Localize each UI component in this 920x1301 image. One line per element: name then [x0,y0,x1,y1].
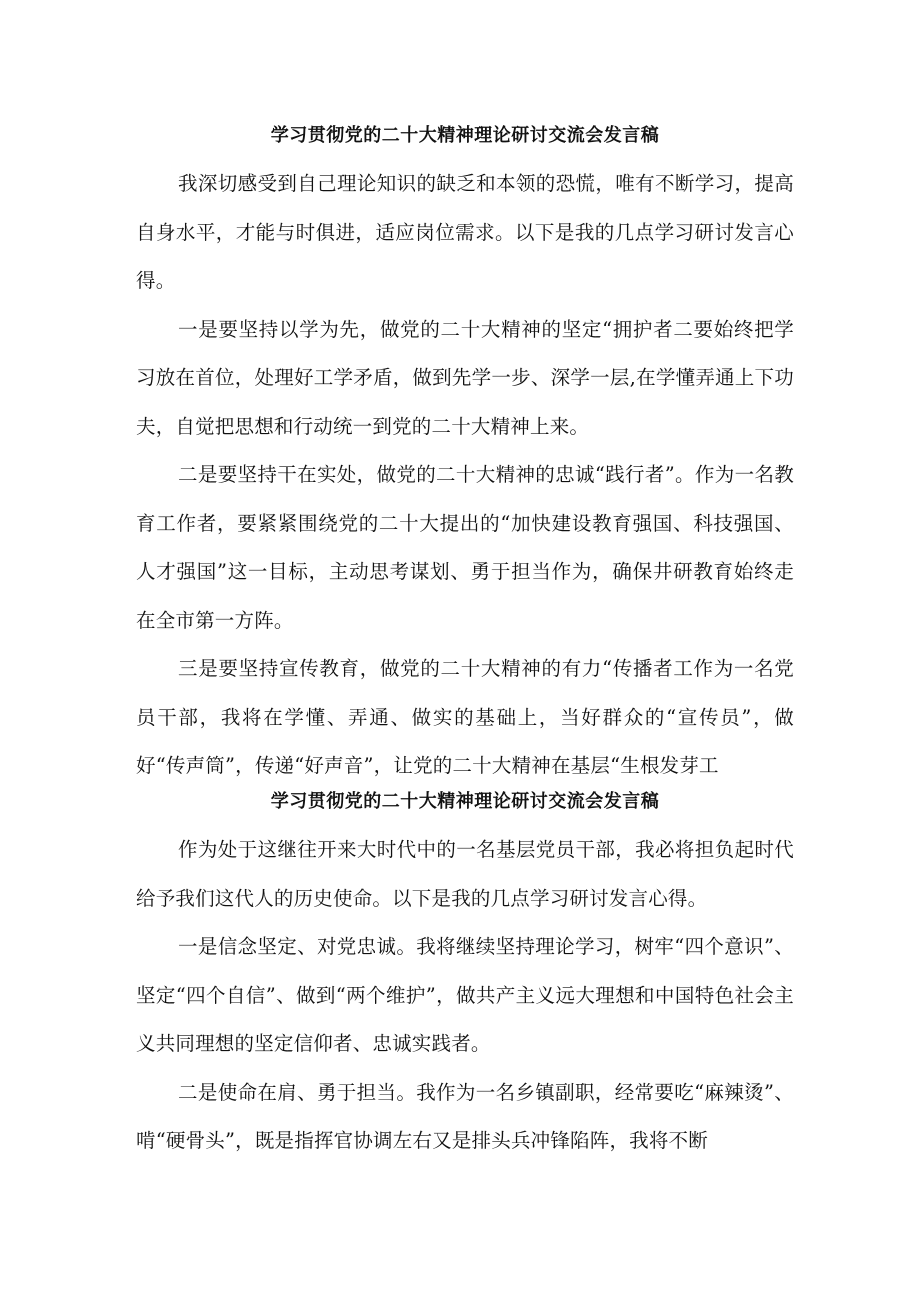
paragraph: 二是要坚持干在实处，做党的二十大精神的忠诚“践行者”。作为一名教育工作者，要紧紧围绕党的二十大提出的“加快建设教育强国、科技强国、人才强国”这一目标，主动思考谋划、勇于担当作为，确保井研教育始终走在全市第一方阵。 [136,463,794,632]
paragraph: 二是使命在肩、勇于担当。我作为一名乡镇副职，经常要吃“麻辣烫”、啃“硬骨头”，既是指挥官协调左右又是排头兵冲锋陷阵，我将不断 [136,1080,794,1152]
speech-section-1 [136,118,794,791]
section-title: 学习贯彻党的二十大精神理论研讨交流会发言稿 [270,125,660,146]
paragraph: 作为处于这继往开来大时代中的一名基层党员干部，我必将担负起时代给予我们这代人的历史使命。以下是我的几点学习研讨发言心得。 [136,838,794,910]
paragraph: 三是要坚持宣传教育，做党的二十大精神的有力“传播者工作为一名党员干部，我将在学懂、弄通、做实的基础上，当好群众的“宣传员”，做好“传声筒”，传递“好声音”，让党的二十大精神在基层“生根发芽工 [136,657,794,777]
paragraph: 一是要坚持以学为先，做党的二十大精神的坚定“拥护者二要始终把学习放在首位，处理好工学矛盾，做到先学一步、深学一层,在学懂弄通上下功夫，自觉把思想和行动统一到党的二十大精神上来。 [136,317,794,438]
paragraph: 我深切感受到自己理论知识的缺乏和本领的恐慌，唯有不断学习，提高自身水平，才能与时俱进，适应岗位需求。以下是我的几点学习研讨发言心得。 [136,172,794,292]
speech-section-2 [136,784,794,1166]
paragraph: 一是信念坚定、对党忠诚。我将继续坚持理论学习，树牢“四个意识”、坚定“四个自信”、做到“两个维护”，做共产主义远大理想和中国特色社会主义共同理想的坚定信仰者、忠诚实践者。 [136,935,794,1055]
section-title: 学习贯彻党的二十大精神理论研讨交流会发言稿 [270,791,660,812]
